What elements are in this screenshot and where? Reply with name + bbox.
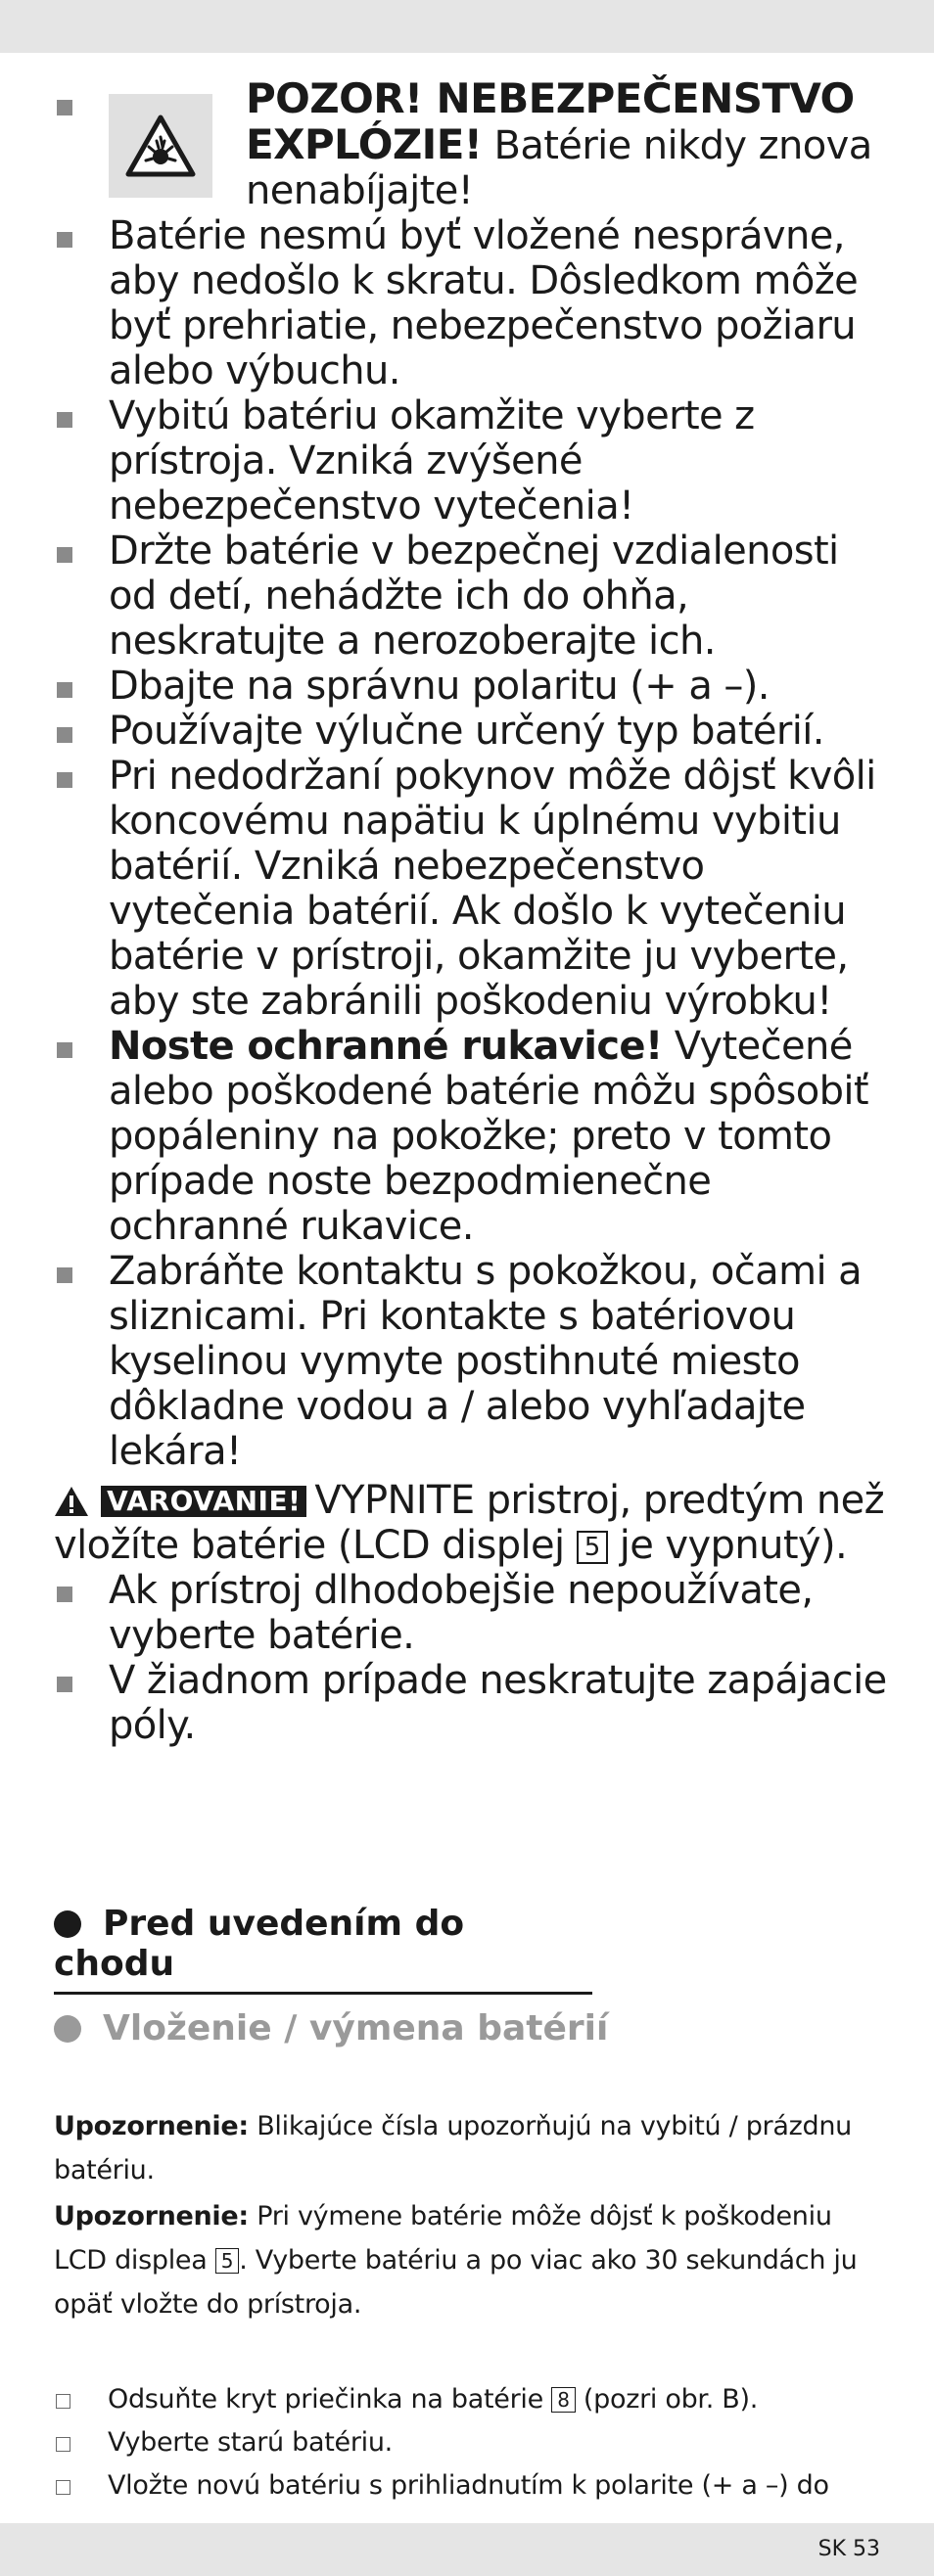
- step-text: Odsuňte kryt priečinka na batérie: [108, 2384, 543, 2415]
- safety-warnings: [54, 76, 891, 1748]
- step-item: Vyberte starú batériu.: [54, 2421, 891, 2464]
- explosion-warning-text: Batérie nikdy znova nenabíjajte!: [246, 123, 872, 213]
- gloves-warning-text: Vytečené alebo poškodené batérie môžu spôsobiť popáleniny na pokožke; preto v tomto prípade noste bezpodmienečne ochranné rukavice.: [109, 1024, 868, 1249]
- explosion-warning-title: POZOR! NEBEZPEČENSTVO EXPLÓZIE!: [246, 74, 855, 168]
- note-label: Upozornenie:: [54, 2201, 249, 2231]
- explosion-warning: [54, 76, 891, 213]
- bullet-dot-icon: [54, 2015, 81, 2043]
- list-item: Ak prístroj dlhodobejšie nepoužívate, vyberte batérie.: [54, 1568, 891, 1658]
- lcd-display-ref: 5: [577, 1531, 608, 1564]
- list-item: Dbajte na správnu polaritu (+ a –).: [54, 664, 891, 709]
- list-item: V žiadnom prípade neskratujte zapájacie póly.: [54, 1658, 891, 1748]
- varovanie-text-end: je vypnutý).: [619, 1523, 848, 1568]
- note-label: Upozornenie:: [54, 2111, 249, 2141]
- step-text-end: (pozri obr. B).: [575, 2384, 759, 2415]
- list-item: Zabráňte kontaktu s pokožkou, očami a sliznicami. Pri kontakte s batériovou kyselinou vymyte postihnuté miesto dôkladne vodou a / alebo vyhľadajte lekára!: [54, 1249, 891, 1474]
- page-footer: [0, 2523, 934, 2576]
- step-item: [54, 2378, 891, 2421]
- section-title: Pred uvedením do chodu: [54, 1904, 465, 1984]
- subsection-heading: [54, 2008, 608, 2048]
- gloves-warning-title: Noste ochranné rukavice!: [109, 1024, 663, 1069]
- bullet-dot-icon: [54, 1910, 81, 1938]
- battery-compartment-ref: 8: [551, 2387, 575, 2413]
- note-text: Pri výmene batérie môže dôjsť k poškodeniu LCD displea: [54, 2201, 832, 2276]
- subsection-title: Vloženie / výmena batérií: [103, 2008, 609, 2048]
- explosion-hazard-icon: [109, 94, 212, 198]
- step-item: Vložte novú batériu s prihliadnutím k polarite (+ a –) do: [54, 2464, 891, 2507]
- step-list: [54, 2378, 891, 2507]
- note-blinking: [54, 2104, 891, 2192]
- note-text-end: . Vyberte batériu a po viac ako 30 sekundách ju opäť vložte do prístroja.: [54, 2245, 858, 2320]
- varovanie-label: VAROVANIE!: [101, 1486, 306, 1517]
- section-heading: [54, 1904, 592, 1995]
- varovanie-warning: [54, 1478, 891, 1568]
- lcd-display-ref: 5: [215, 2248, 239, 2274]
- list-item: Držte batérie v bezpečnej vzdialenosti od detí, nehádžte ich do ohňa, neskratujte a nerozoberajte ich.: [54, 529, 891, 664]
- list-item: Vybitú batériu okamžite vyberte z prístroja. Vzniká zvýšené nebezpečenstvo vytečenia!: [54, 393, 891, 529]
- list-item: Batérie nesmú byť vložené nesprávne, aby nedošlo k skratu. Dôsledkom môže byť prehriatie, nebezpečenstvo požiaru alebo výbuchu.: [54, 213, 891, 393]
- list-item: Používajte výlučne určený typ batérií.: [54, 709, 891, 754]
- list-item: Pri nedodržaní pokynov môže dôjsť kvôli koncovému napätiu k úplnému vybitiu batérií. Vzniká nebezpečenstvo vytečenia batérií. Ak došlo k vytečeniu batérie v prístroji, okamžite ju vyberte, aby ste zabránili poškodeniu výrobku!: [54, 754, 891, 1024]
- page-number: SK 53: [817, 2537, 880, 2561]
- varovanie-text: VYPNITE pristroj, predtým než vložíte batérie (LCD displej: [54, 1478, 885, 1568]
- note-replacement: [54, 2194, 891, 2326]
- warning-triangle-icon: [54, 1486, 89, 1517]
- note-text: Blikajúce čísla upozorňujú na vybitú / prázdnu batériu.: [54, 2111, 852, 2185]
- top-bar: [0, 0, 934, 53]
- gloves-warning: [54, 1024, 891, 1249]
